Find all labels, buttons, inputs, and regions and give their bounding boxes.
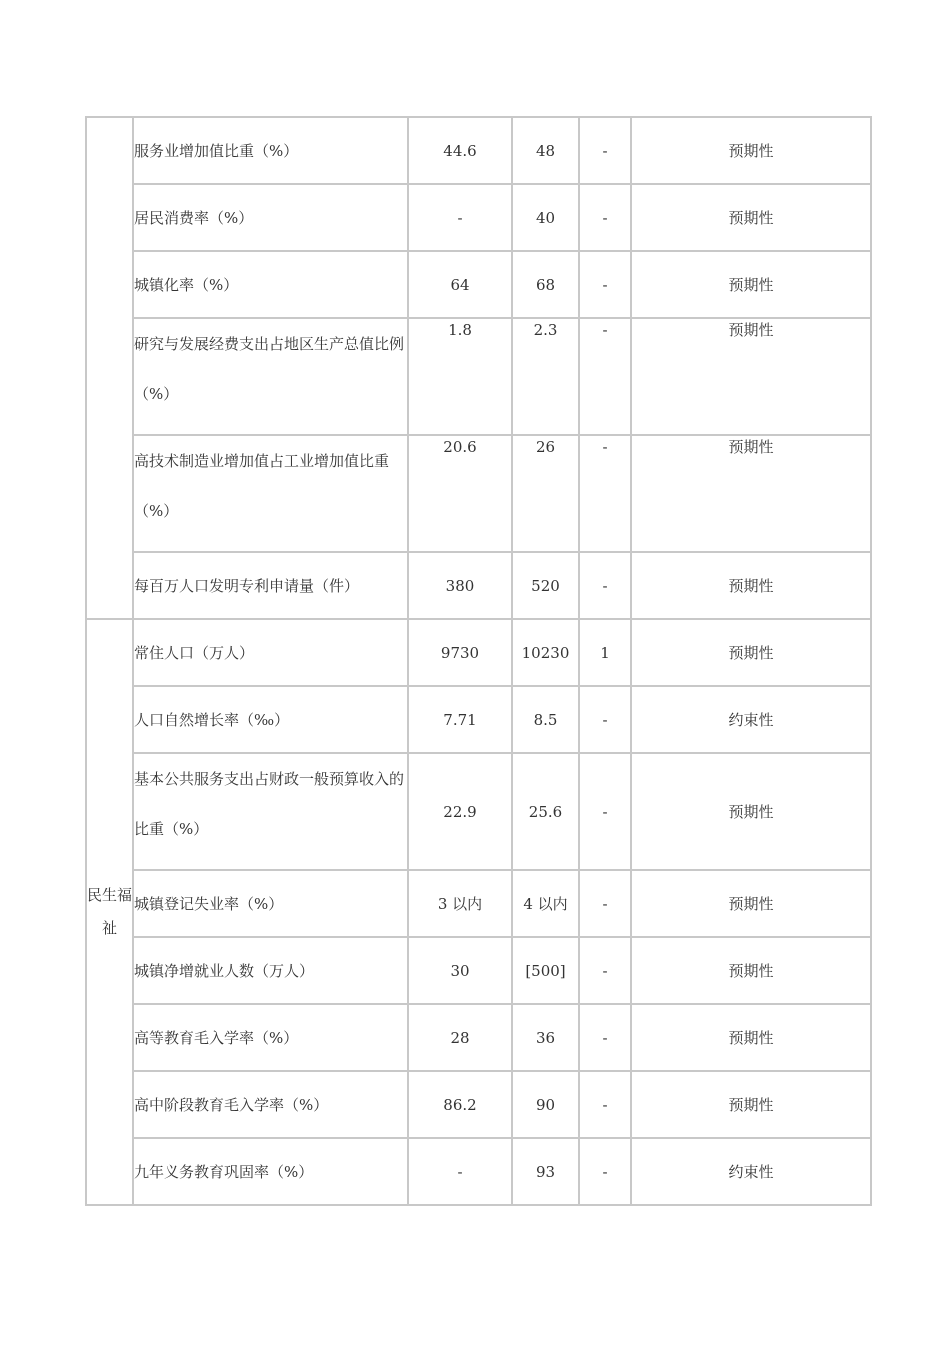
attribute-value: 约束性 xyxy=(631,686,871,753)
indicator-name: 服务业增加值比重（%） xyxy=(133,117,408,184)
indicator-name: 每百万人口发明专利申请量（件） xyxy=(133,552,408,619)
growth-value: - xyxy=(579,1071,631,1138)
table-row xyxy=(86,251,871,318)
attribute-value: 预期性 xyxy=(631,184,871,251)
indicator-name: 人口自然增长率（‰） xyxy=(133,686,408,753)
table-row xyxy=(86,552,871,619)
base-value: 380 xyxy=(408,552,512,619)
base-value: 30 xyxy=(408,937,512,1004)
target-value: 90 xyxy=(512,1071,579,1138)
attribute-value: 预期性 xyxy=(631,117,871,184)
target-value: 4 以内 xyxy=(512,870,579,937)
growth-value: - xyxy=(579,753,631,870)
target-value: [500] xyxy=(512,937,579,1004)
indicator-name: 九年义务教育巩固率（%） xyxy=(133,1138,408,1205)
growth-value: - xyxy=(579,1004,631,1071)
table-row xyxy=(86,1071,871,1138)
target-value: 8.5 xyxy=(512,686,579,753)
table-row xyxy=(86,1138,871,1205)
base-value: 64 xyxy=(408,251,512,318)
indicator-name: 城镇化率（%） xyxy=(133,251,408,318)
base-value: 44.6 xyxy=(408,117,512,184)
table-row xyxy=(86,117,871,184)
attribute-value: 预期性 xyxy=(631,435,871,552)
growth-value: 1 xyxy=(579,619,631,686)
growth-value: - xyxy=(579,937,631,1004)
growth-value: - xyxy=(579,686,631,753)
growth-value: - xyxy=(579,870,631,937)
growth-value: - xyxy=(579,318,631,435)
category-cell xyxy=(86,117,133,619)
indicator-name: 常住人口（万人） xyxy=(133,619,408,686)
table-row xyxy=(86,937,871,1004)
table-row xyxy=(86,686,871,753)
growth-value: - xyxy=(579,1138,631,1205)
indicator-name: 高技术制造业增加值占工业增加值比重（%） xyxy=(133,435,408,552)
attribute-value: 预期性 xyxy=(631,251,871,318)
table-row xyxy=(86,435,871,552)
target-value: 48 xyxy=(512,117,579,184)
base-value: 22.9 xyxy=(408,753,512,870)
growth-value: - xyxy=(579,435,631,552)
indicator-name: 研究与发展经费支出占地区生产总值比例（%） xyxy=(133,318,408,435)
base-value: 20.6 xyxy=(408,435,512,552)
base-value: 28 xyxy=(408,1004,512,1071)
attribute-value: 预期性 xyxy=(631,937,871,1004)
table-row xyxy=(86,870,871,937)
table-row xyxy=(86,184,871,251)
attribute-value: 预期性 xyxy=(631,753,871,870)
target-value: 10230 xyxy=(512,619,579,686)
table-row xyxy=(86,753,871,870)
growth-value: - xyxy=(579,184,631,251)
base-value: 9730 xyxy=(408,619,512,686)
indicator-name: 居民消费率（%） xyxy=(133,184,408,251)
category-cell: 民生福祉 xyxy=(86,619,133,1205)
base-value: 7.71 xyxy=(408,686,512,753)
target-value: 36 xyxy=(512,1004,579,1071)
attribute-value: 预期性 xyxy=(631,318,871,435)
base-value: 3 以内 xyxy=(408,870,512,937)
base-value: 86.2 xyxy=(408,1071,512,1138)
growth-value: - xyxy=(579,552,631,619)
attribute-value: 预期性 xyxy=(631,1004,871,1071)
indicator-name: 城镇登记失业率（%） xyxy=(133,870,408,937)
target-value: 93 xyxy=(512,1138,579,1205)
attribute-value: 预期性 xyxy=(631,1071,871,1138)
target-value: 40 xyxy=(512,184,579,251)
indicator-name: 高等教育毛入学率（%） xyxy=(133,1004,408,1071)
target-value: 25.6 xyxy=(512,753,579,870)
attribute-value: 预期性 xyxy=(631,870,871,937)
indicator-name: 基本公共服务支出占财政一般预算收入的比重（%） xyxy=(133,753,408,870)
indicator-name: 高中阶段教育毛入学率（%） xyxy=(133,1071,408,1138)
base-value: - xyxy=(408,184,512,251)
table-row xyxy=(86,619,871,686)
growth-value: - xyxy=(579,251,631,318)
indicator-table xyxy=(85,116,872,1206)
base-value: 1.8 xyxy=(408,318,512,435)
target-value: 2.3 xyxy=(512,318,579,435)
growth-value: - xyxy=(579,117,631,184)
table-row xyxy=(86,1004,871,1071)
target-value: 68 xyxy=(512,251,579,318)
attribute-value: 约束性 xyxy=(631,1138,871,1205)
attribute-value: 预期性 xyxy=(631,619,871,686)
target-value: 26 xyxy=(512,435,579,552)
attribute-value: 预期性 xyxy=(631,552,871,619)
table-row xyxy=(86,318,871,435)
base-value: - xyxy=(408,1138,512,1205)
target-value: 520 xyxy=(512,552,579,619)
indicator-name: 城镇净增就业人数（万人） xyxy=(133,937,408,1004)
